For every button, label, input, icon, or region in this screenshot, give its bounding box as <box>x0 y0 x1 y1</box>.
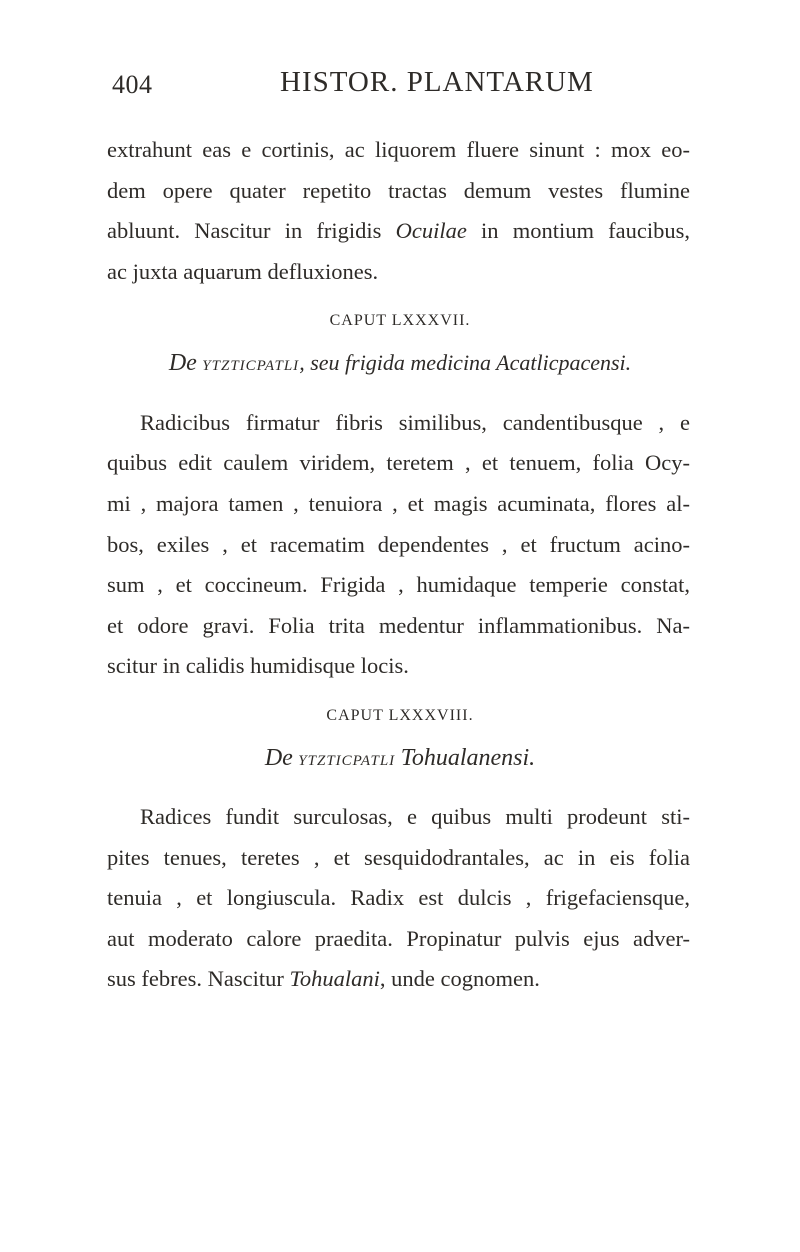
text-line: scitur in calidis humidisque locis. <box>107 653 409 678</box>
title-de: De <box>168 350 197 376</box>
page-number: 404 <box>112 70 153 99</box>
text-line: ac juxta aquarum defluxiones. <box>107 259 379 284</box>
text-line: extrahunt eas e cortinis, ac liquorem fluere sinunt : mox eo- <box>107 137 690 162</box>
chapter-title <box>0 350 800 377</box>
plant-name: YTZTICPATLI <box>298 753 396 769</box>
title-rest: , seu frigida medicina Acatlicpacensi. <box>299 350 632 375</box>
running-title: HISTOR. PLANTARUM <box>280 66 594 98</box>
chapter-heading: CAPUT LXXXVII. <box>329 312 471 329</box>
text-line: aut moderato calore praedita. Propinatur pulvis ejus adver- <box>107 926 690 951</box>
text-line: Radicibus firmatur fibris similibus, candentibusque , e <box>140 410 690 435</box>
text-line: dem opere quater repetito tractas demum vestes flumine <box>107 178 690 203</box>
text-line: quibus edit caulem viridem, teretem , et tenuem, folia Ocy- <box>107 450 690 475</box>
title-de: De <box>264 745 293 771</box>
chapter-heading: CAPUT LXXXVIII. <box>326 707 474 724</box>
place-name: Ocuilae <box>395 218 467 243</box>
title-rest: Tohualanensi. <box>400 745 536 771</box>
text-segment: , unde cognomen. <box>379 966 540 991</box>
text-line <box>107 216 690 246</box>
text-line: bos, exiles , et racematim dependentes , et fructum acino- <box>107 532 690 557</box>
text-segment: sus febres. Nascitur <box>107 966 284 991</box>
text-line: mi , majora tamen , tenuiora , et magis acuminata, flores al- <box>107 491 690 516</box>
text-line: sum , et coccineum. Frigida , humidaque temperie constat, <box>107 572 690 597</box>
text-segment: abluunt. Nascitur in frigidis <box>107 218 382 243</box>
page-header <box>0 66 800 106</box>
plant-name: YTZTICPATLI <box>202 358 300 374</box>
chapter-title <box>0 745 800 772</box>
text-line: pites tenues, teretes , et sesquidodrantales, ac in eis folia <box>107 845 690 870</box>
text-line: et odore gravi. Folia trita medentur inflammationibus. Na- <box>107 613 690 638</box>
text-line <box>107 964 690 994</box>
place-name: Tohualani <box>289 966 380 991</box>
text-segment: in montium faucibus, <box>481 218 690 243</box>
text-line: tenuia , et longiuscula. Radix est dulcis , frigefaciensque, <box>107 885 690 910</box>
text-line: Radices fundit surculosas, e quibus multi prodeunt sti- <box>140 804 690 829</box>
